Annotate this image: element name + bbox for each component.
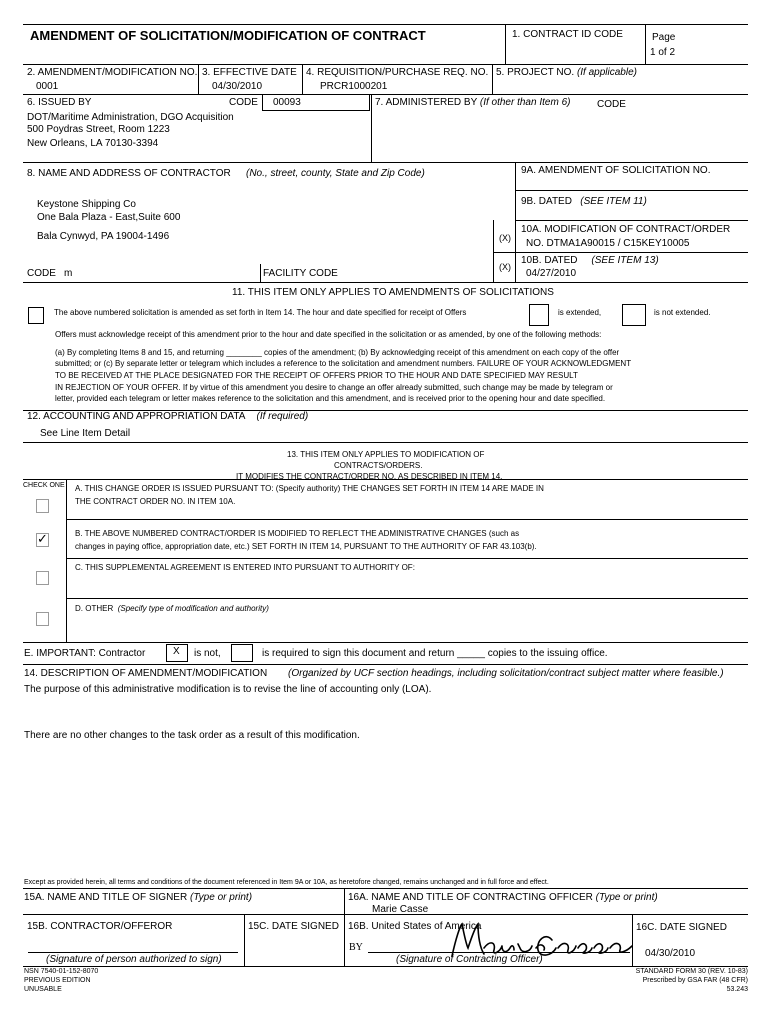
check-one-label: CHECK ONE — [23, 482, 65, 489]
rule — [244, 914, 245, 966]
is-not-checkbox[interactable] — [166, 644, 188, 662]
rule — [23, 442, 748, 443]
unusable-label: UNUSABLE — [24, 986, 62, 993]
item-15b-label: 15B. CONTRACTOR/OFFEROR — [27, 921, 173, 932]
effective-date-value: 04/30/2010 — [212, 81, 263, 92]
item-11-p2: submitted; or (c) By separate letter or telegram which includes a reference to the solicitation and amendment numbers. FAILURE OF YOUR ACKNOWLEDGMENT — [55, 359, 632, 368]
is-not-label: is not, — [194, 648, 221, 659]
rule — [493, 220, 494, 282]
item-13d-line1: D. OTHER (Specify type of modification and authority) — [75, 604, 269, 613]
item-14-line2: There are no other changes to the task order as a result of this modification. — [24, 730, 360, 741]
administered-by-label: 7. ADMINISTERED BY (If other than Item 6) — [375, 97, 571, 108]
item-13a-line1: A. THIS CHANGE ORDER IS ISSUED PURSUANT TO: (Specify authority) THE CHANGES SET FORTH IN ITEM 14 ARE MADE IN — [75, 484, 544, 493]
item-15a-label: 15A. NAME AND TITLE OF SIGNER (Type or print) — [24, 892, 253, 903]
signature-16-caption: (Signature of Contracting Officer) — [396, 954, 543, 965]
standard-form-label: STANDARD FORM 30 (REV. 10-83) — [635, 968, 748, 975]
issued-code-field — [262, 94, 370, 111]
issued-code-label: CODE — [229, 97, 258, 108]
nsn-label: NSN 7540-01-152-8070 — [24, 968, 99, 975]
item-9b-label: 9B. DATED (SEE ITEM 11) — [521, 196, 647, 207]
contractor-hint: (No., street, county, State and Zip Code) — [246, 168, 425, 179]
item-13d-checkbox[interactable] — [36, 612, 49, 626]
is-required-checkbox[interactable] — [231, 644, 253, 662]
item-13c-line1: C. THIS SUPPLEMENTAL AGREEMENT IS ENTERED INTO PURSUANT TO AUTHORITY OF: — [75, 563, 415, 572]
rule — [23, 642, 748, 643]
item-11-title: 11. THIS ITEM ONLY APPLIES TO AMENDMENTS OF SOLICITATIONS — [232, 287, 554, 298]
item-12-label: 12. ACCOUNTING AND APPROPRIATION DATA (If required) — [27, 411, 309, 422]
item-12-value: See Line Item Detail — [40, 428, 131, 439]
issued-by-label: 6. ISSUED BY — [27, 97, 92, 108]
item-16a-value: Marie Casse — [372, 904, 429, 915]
extended-checkbox[interactable] — [529, 304, 549, 326]
contractor-code-value: m — [64, 268, 73, 279]
issued-line-3: New Orleans, LA 70130-3394 — [27, 138, 159, 149]
contractor-addr2: Bala Cynwyd, PA 19004-1496 — [37, 231, 170, 242]
rule — [66, 558, 748, 559]
item-11-line1: The above numbered solicitation is amended as set forth in Item 14. The hour and date specified for receipt of Offers — [54, 308, 467, 317]
rule — [66, 519, 748, 520]
item-16b-label: 16B. United States of America — [348, 921, 482, 932]
page-of: 1 of 2 — [650, 47, 676, 58]
not-extended-checkbox[interactable] — [622, 304, 646, 326]
item-14-label: 14. DESCRIPTION OF AMENDMENT/MODIFICATION — [24, 668, 268, 679]
item-13-title1: 13. THIS ITEM ONLY APPLIES TO MODIFICATION OF — [287, 450, 485, 459]
contractor-code-label: CODE — [27, 268, 56, 279]
item-11-checkbox[interactable] — [28, 307, 44, 324]
page-label: Page — [652, 32, 676, 43]
item-13b-checkbox[interactable] — [36, 533, 49, 547]
form-number-label: 53.243 — [726, 986, 748, 993]
rule — [23, 64, 748, 65]
item-11-p5: letter, provided each telegram or letter makes reference to the solicitation and this amendment, and is received prior to the opening hour and date specified. — [55, 394, 606, 403]
effective-date-label: 3. EFFECTIVE DATE — [202, 67, 297, 78]
rule — [724, 519, 748, 520]
item-11-offers: Offers must acknowledge receipt of this amendment prior to the hour and date specified in the solicitation or as amended, by one of the following methods: — [55, 330, 602, 339]
item-10b-value: 04/27/2010 — [526, 268, 577, 279]
item-13b-line1: B. THE ABOVE NUMBERED CONTRACT/ORDER IS MODIFIED TO REFLECT THE ADMINISTRATIVE CHANGES (such as — [75, 529, 520, 538]
checkmark-icon: ✓ — [37, 531, 48, 546]
contract-id-label: 1. CONTRACT ID CODE — [512, 29, 623, 40]
contractor-label: 8. NAME AND ADDRESS OF CONTRACTOR — [27, 168, 231, 179]
rule — [66, 479, 67, 642]
item-16c-label: 16C. DATE SIGNED — [636, 922, 727, 933]
rule — [505, 24, 506, 64]
project-no-label: 5. PROJECT NO. (If applicable) — [496, 67, 637, 78]
rule — [66, 598, 748, 599]
item-13a-checkbox[interactable] — [36, 499, 49, 513]
rule — [23, 664, 748, 665]
item-10b-label: 10B. DATED (SEE ITEM 13) — [521, 255, 659, 266]
rule — [23, 24, 748, 25]
rule — [302, 64, 303, 94]
requisition-label: 4. REQUISITION/PURCHASE REQ. NO. — [306, 67, 489, 78]
rule — [515, 220, 748, 221]
rule — [260, 264, 261, 282]
item-10a-label: 10A. MODIFICATION OF CONTRACT/ORDER — [521, 224, 731, 235]
rule — [23, 966, 748, 967]
x-mark: X — [173, 646, 180, 657]
rule — [493, 252, 748, 253]
signature-line-15 — [28, 952, 238, 953]
rule — [515, 162, 516, 282]
item-14-hint: (Organized by UCF section headings, including solicitation/contract subject matter where feasible.) — [288, 668, 724, 679]
not-extended-label: is not extended. — [654, 308, 711, 317]
contractor-name: Keystone Shipping Co — [37, 199, 136, 210]
rule — [23, 888, 748, 889]
rule — [371, 94, 372, 162]
facility-code-label: FACILITY CODE — [263, 268, 338, 279]
item-16a-label: 16A. NAME AND TITLE OF CONTRACTING OFFICER (Type or print) — [348, 892, 658, 903]
item-13c-checkbox[interactable] — [36, 571, 49, 585]
amend-no-value: 0001 — [36, 81, 59, 92]
requisition-value: PRCR1000201 — [320, 81, 388, 92]
item-13-title3: IT MODIFIES THE CONTRACT/ORDER NO. AS DESCRIBED IN ITEM 14. — [236, 472, 503, 481]
item-11-p3: TO BE RECEIVED AT THE PLACE DESIGNATED FOR THE RECEIPT OF OFFERS PRIOR TO THE HOUR AND DATE SPECIFIED MAY RESULT — [55, 371, 578, 380]
form-title: AMENDMENT OF SOLICITATION/MODIFICATION OF CONTRACT — [30, 28, 426, 43]
rule — [23, 94, 748, 95]
issued-code-value: 00093 — [273, 97, 301, 108]
rule — [515, 190, 748, 191]
gsa-label: Prescribed by GSA FAR (48 CFR) — [642, 977, 748, 984]
item-10a-value: NO. DTMA1A90015 / C15KEY10005 — [526, 238, 690, 249]
is-required-label: is required to sign this document and return _____ copies to the issuing office. — [262, 648, 608, 659]
admin-code-label: CODE — [597, 99, 626, 110]
issued-line-2: 500 Poydras Street, Room 1223 — [27, 124, 170, 135]
item-16c-value: 04/30/2010 — [645, 948, 696, 959]
extended-label: is extended, — [558, 308, 602, 317]
item-13a-line2: THE CONTRACT ORDER NO. IN ITEM 10A. — [75, 497, 236, 506]
item-10a-x-mark: (X) — [499, 233, 511, 243]
rule — [198, 64, 199, 94]
item-10b-x-mark: (X) — [499, 262, 511, 272]
rule — [23, 282, 748, 283]
item-13-title2: CONTRACTS/ORDERS. — [334, 461, 423, 470]
item-9a-label: 9A. AMENDMENT OF SOLICITATION NO. — [521, 165, 711, 176]
item-14-line1: The purpose of this administrative modification is to revise the line of accounting only (LOA). — [24, 684, 432, 695]
contractor-addr1: One Bala Plaza - East,Suite 600 — [37, 212, 181, 223]
item-15c-label: 15C. DATE SIGNED — [248, 921, 339, 932]
by-label: BY — [349, 942, 363, 953]
previous-edition-label: PREVIOUS EDITION — [24, 977, 91, 984]
rule — [492, 64, 493, 94]
signature-15-caption: (Signature of person authorized to sign) — [46, 954, 222, 965]
item-11-p4: IN REJECTION OF YOUR OFFER. If by virtue of this amendment you desire to change an offer already submitted, such change may be made by telegram or — [55, 383, 613, 392]
rule — [645, 24, 646, 64]
rule — [344, 888, 345, 966]
item-11-p1: (a) By completing Items 8 and 15, and returning ________ copies of the amendment; (b) By acknowledging receipt of this amendment on each copy of the offer — [55, 348, 620, 357]
important-label: E. IMPORTANT: Contractor — [24, 648, 146, 659]
except-note: Except as provided herein, all terms and conditions of the document referenced in Item 9A or 10A, as heretofore changed, remains unchanged and in full force and effect. — [24, 879, 549, 886]
issued-line-1: DOT/Maritime Administration, DGO Acquisition — [27, 112, 234, 123]
amend-no-label: 2. AMENDMENT/MODIFICATION NO. — [27, 67, 198, 78]
item-13b-line2: changes in paying office, appropriation date, etc.) SET FORTH IN ITEM 14, PURSUANT TO THE AUTHORITY OF FAR 43.103(b). — [75, 542, 537, 551]
rule — [23, 162, 748, 163]
